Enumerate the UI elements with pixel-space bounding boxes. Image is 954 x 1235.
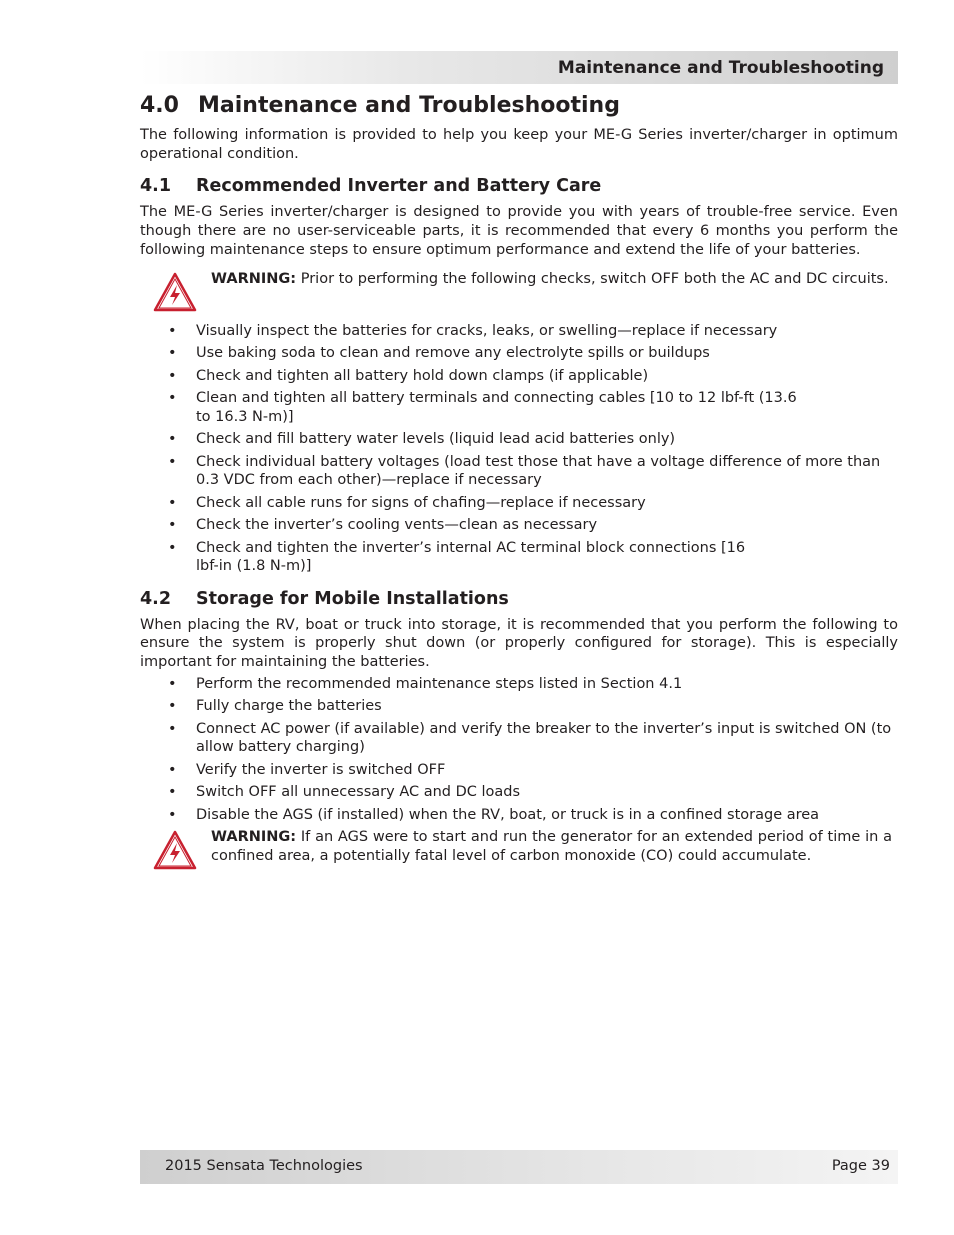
subsection-body: The ME-G Series inverter/charger is designed to provide you with years of trouble-free service. Even though there are no user-serviceable parts, it is recommended that every 6 months you perform the following maintenance steps to ensure optimum performance and extend the life of your batteries.	[140, 204, 898, 258]
warning-box	[140, 270, 898, 314]
warning-icon	[153, 830, 197, 870]
list-item: • Fully charge the batteries	[168, 698, 382, 715]
list-item: • Check the inverter’s cooling vents—clean as necessary	[168, 517, 598, 534]
maintenance-list	[140, 322, 898, 576]
page-number: Page 39	[831, 1158, 890, 1174]
warning-icon	[153, 272, 197, 312]
list-item: • Check and tighten all battery hold down clamps (if applicable)	[168, 367, 649, 384]
list-item: • Check individual battery voltages (load test those that have a voltage difference of more than 0.3 VDC from each other)—replace if necessary	[168, 453, 881, 489]
list-item: • Switch OFF all unnecessary AC and DC loads	[168, 784, 521, 801]
subsection-title: Recommended Inverter and Battery Care	[196, 176, 602, 197]
warning-box	[140, 828, 898, 872]
section-heading	[140, 92, 898, 120]
subsection-title: Storage for Mobile Installations	[196, 588, 509, 609]
list-item: • Visually inspect the batteries for cracks, leaks, or swelling—replace if necessary	[168, 322, 778, 339]
list-item: • Disable the AGS (if installed) when the RV, boat, or truck is in a confined storage area	[168, 806, 820, 823]
page-content	[140, 92, 898, 880]
warning-label: WARNING:	[211, 829, 297, 846]
section-intro: The following information is provided to help you keep your ME-G Series inverter/charger in optimum operational condition.	[140, 127, 898, 162]
warning-label: WARNING:	[211, 270, 297, 287]
subsection-number: 4.1	[140, 176, 172, 197]
footer-copyright: 2015 Sensata Technologies	[165, 1158, 363, 1174]
list-item: • Check and tighten the inverter’s internal AC terminal block connections [16 lbf-in (1.8 N-m)]	[168, 539, 746, 575]
subsection-body: When placing the RV, boat or truck into storage, it is recommended that you perform the following to ensure the system is properly shut down (or properly configured for storage). This is especially important for maintaining the batteries.	[140, 616, 898, 670]
page-footer	[140, 1150, 898, 1184]
warning-text: If an AGS were to start and run the generator for an extended period of time in a confined area, a potentially fatal level of carbon monoxide (CO) could accumulate.	[211, 829, 892, 864]
section-title: Maintenance and Troubleshooting	[198, 93, 620, 118]
list-item: • Connect AC power (if available) and verify the breaker to the inverter’s input is switched ON (to allow battery charging)	[168, 720, 892, 756]
storage-list	[140, 675, 898, 825]
subsection-number: 4.2	[140, 588, 172, 609]
list-item: • Check all cable runs for signs of chafing—replace if necessary	[168, 494, 646, 511]
running-header-title: Maintenance and Troubleshooting	[557, 58, 884, 78]
list-item: • Check and fill battery water levels (liquid lead acid batteries only)	[168, 431, 676, 448]
list-item: • Perform the recommended maintenance steps listed in Section 4.1	[168, 675, 683, 692]
warning-text: Prior to performing the following checks, switch OFF both the AC and DC circuits.	[296, 270, 889, 287]
list-item: • Use baking soda to clean and remove any electrolyte spills or buildups	[168, 345, 710, 362]
list-item: • Verify the inverter is switched OFF	[168, 761, 446, 778]
running-header	[140, 51, 898, 84]
section-number: 4.0	[140, 93, 179, 118]
subsection-heading-4-2	[140, 588, 898, 610]
list-item: • Clean and tighten all battery terminals and connecting cables [10 to 12 lbf-ft (13.6 to 16.3 N-m)]	[168, 390, 797, 425]
subsection-heading-4-1	[140, 175, 898, 197]
